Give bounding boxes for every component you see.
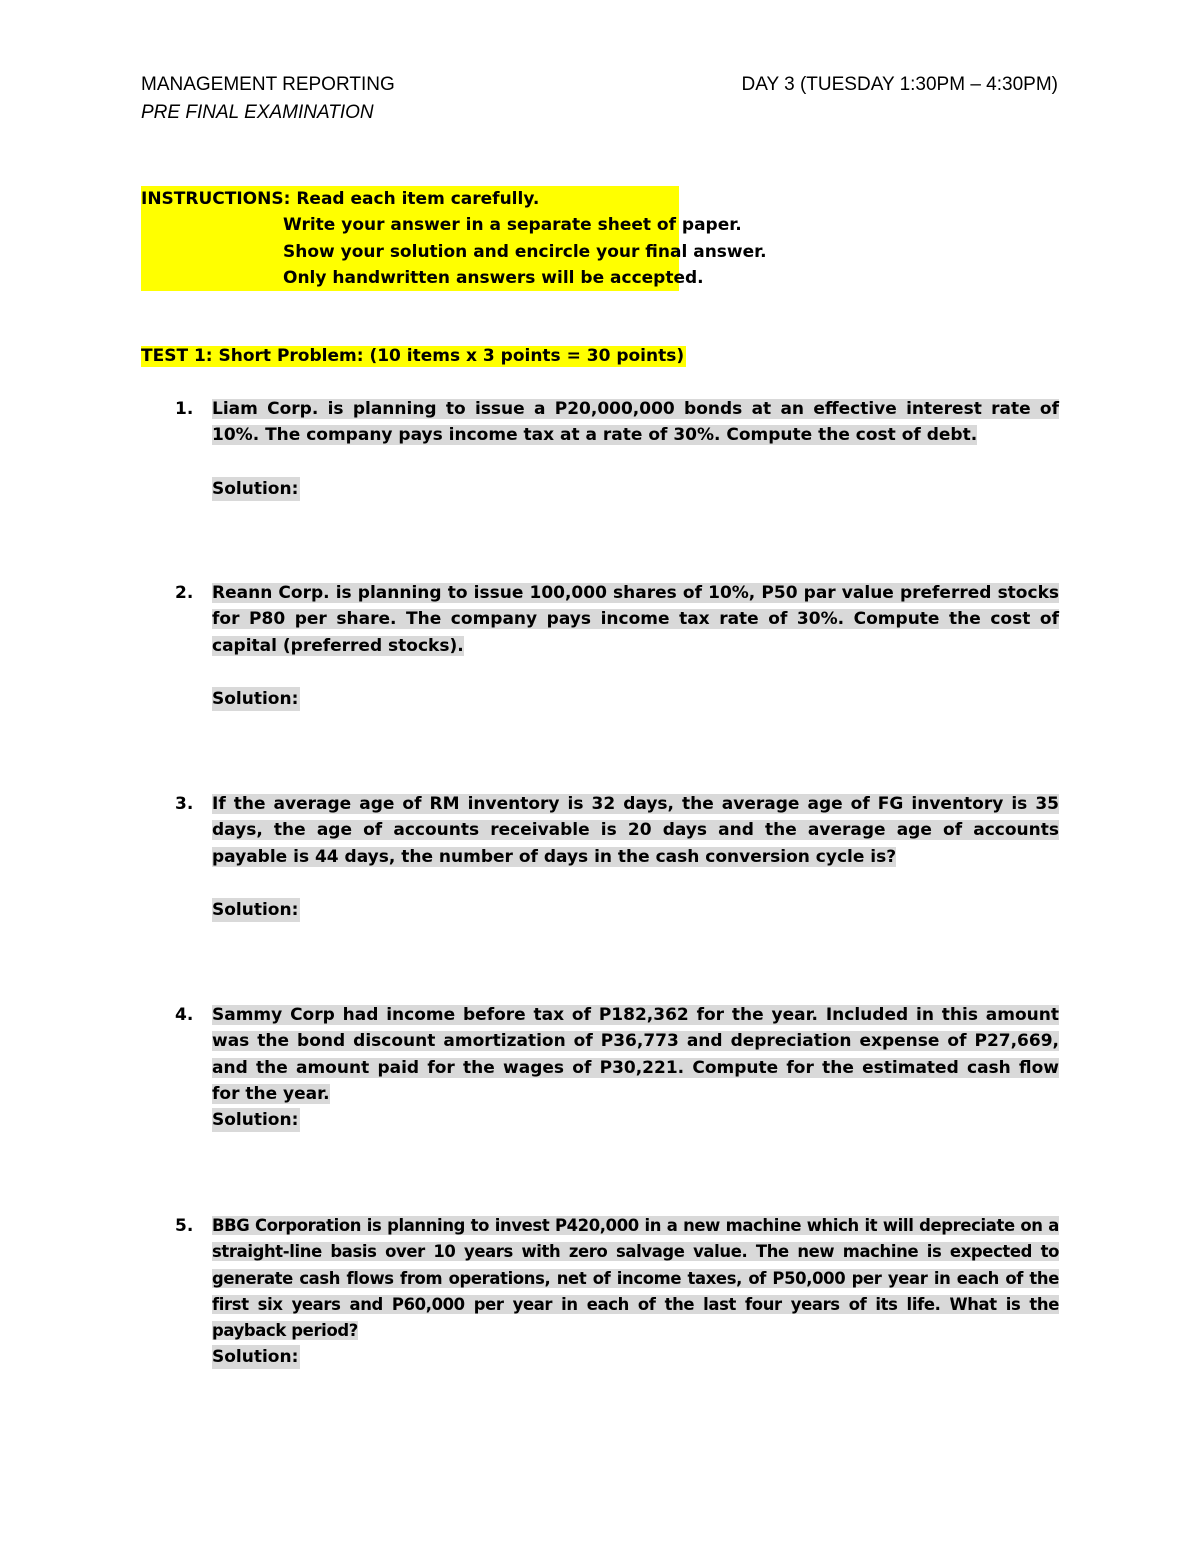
instructions-heading: INSTRUCTIONS: Read each item carefully. [141, 189, 540, 209]
solution-label: Solution: [212, 479, 299, 499]
question-text: Sammy Corp had income before tax of P182,362 for the year. Included in this amount was the bond discount amortization of P36,773 and depreciation expense of P27,669, and the amount paid for the wages of P30,221. Compute for the estimated cash flow for the year. [212, 1005, 1059, 1104]
test-title: TEST 1: Short Problem: (10 items x 3 points = 30 points) [141, 346, 685, 366]
solution-label: Solution: [212, 1347, 299, 1367]
solution-label: Solution: [212, 689, 299, 709]
instructions-block [141, 186, 767, 291]
question-number: 1. [175, 399, 194, 419]
question-number: 5. [175, 1216, 194, 1236]
instruction-line: Write your answer in a separate sheet of paper. [283, 215, 742, 235]
question-text: Liam Corp. is planning to issue a P20,000,000 bonds at an effective interest rate of 10%. The company pays income tax at a rate of 30%. Compute the cost of debt. [212, 399, 1059, 446]
solution-label: Solution: [212, 900, 299, 920]
instruction-line: Only handwritten answers will be accepted. [283, 268, 704, 288]
instruction-line: Show your solution and encircle your final answer. [283, 242, 767, 262]
exam-schedule: DAY 3 (TUESDAY 1:30PM – 4:30PM) [741, 74, 1058, 95]
question-text: If the average age of RM inventory is 32 days, the average age of FG inventory is 35 days, the age of accounts receivable is 20 days and the average age of accounts payable is 44 days, the number of days in the cash conversion cycle is? [212, 794, 1059, 867]
question-text: BBG Corporation is planning to invest P420,000 in a new machine which it will depreciate on a straight-line basis over 10 years with zero salvage value. The new machine is expected to generate cash flows from operations, net of income taxes, of P50,000 per year in each of the first six years and P60,000 per year in each of the last four years of its life. What is the payback period? [212, 1216, 1059, 1341]
exam-subtitle: PRE FINAL EXAMINATION [141, 102, 374, 123]
solution-label: Solution: [212, 1110, 299, 1130]
question-number: 3. [175, 794, 194, 814]
question-text: Reann Corp. is planning to issue 100,000 shares of 10%, P50 par value preferred stocks for P80 per share. The company pays income tax rate of 30%. Compute the cost of capital (preferred stocks). [212, 583, 1059, 656]
question-number: 2. [175, 583, 194, 603]
question-number: 4. [175, 1005, 194, 1025]
course-title: MANAGEMENT REPORTING [141, 74, 395, 95]
